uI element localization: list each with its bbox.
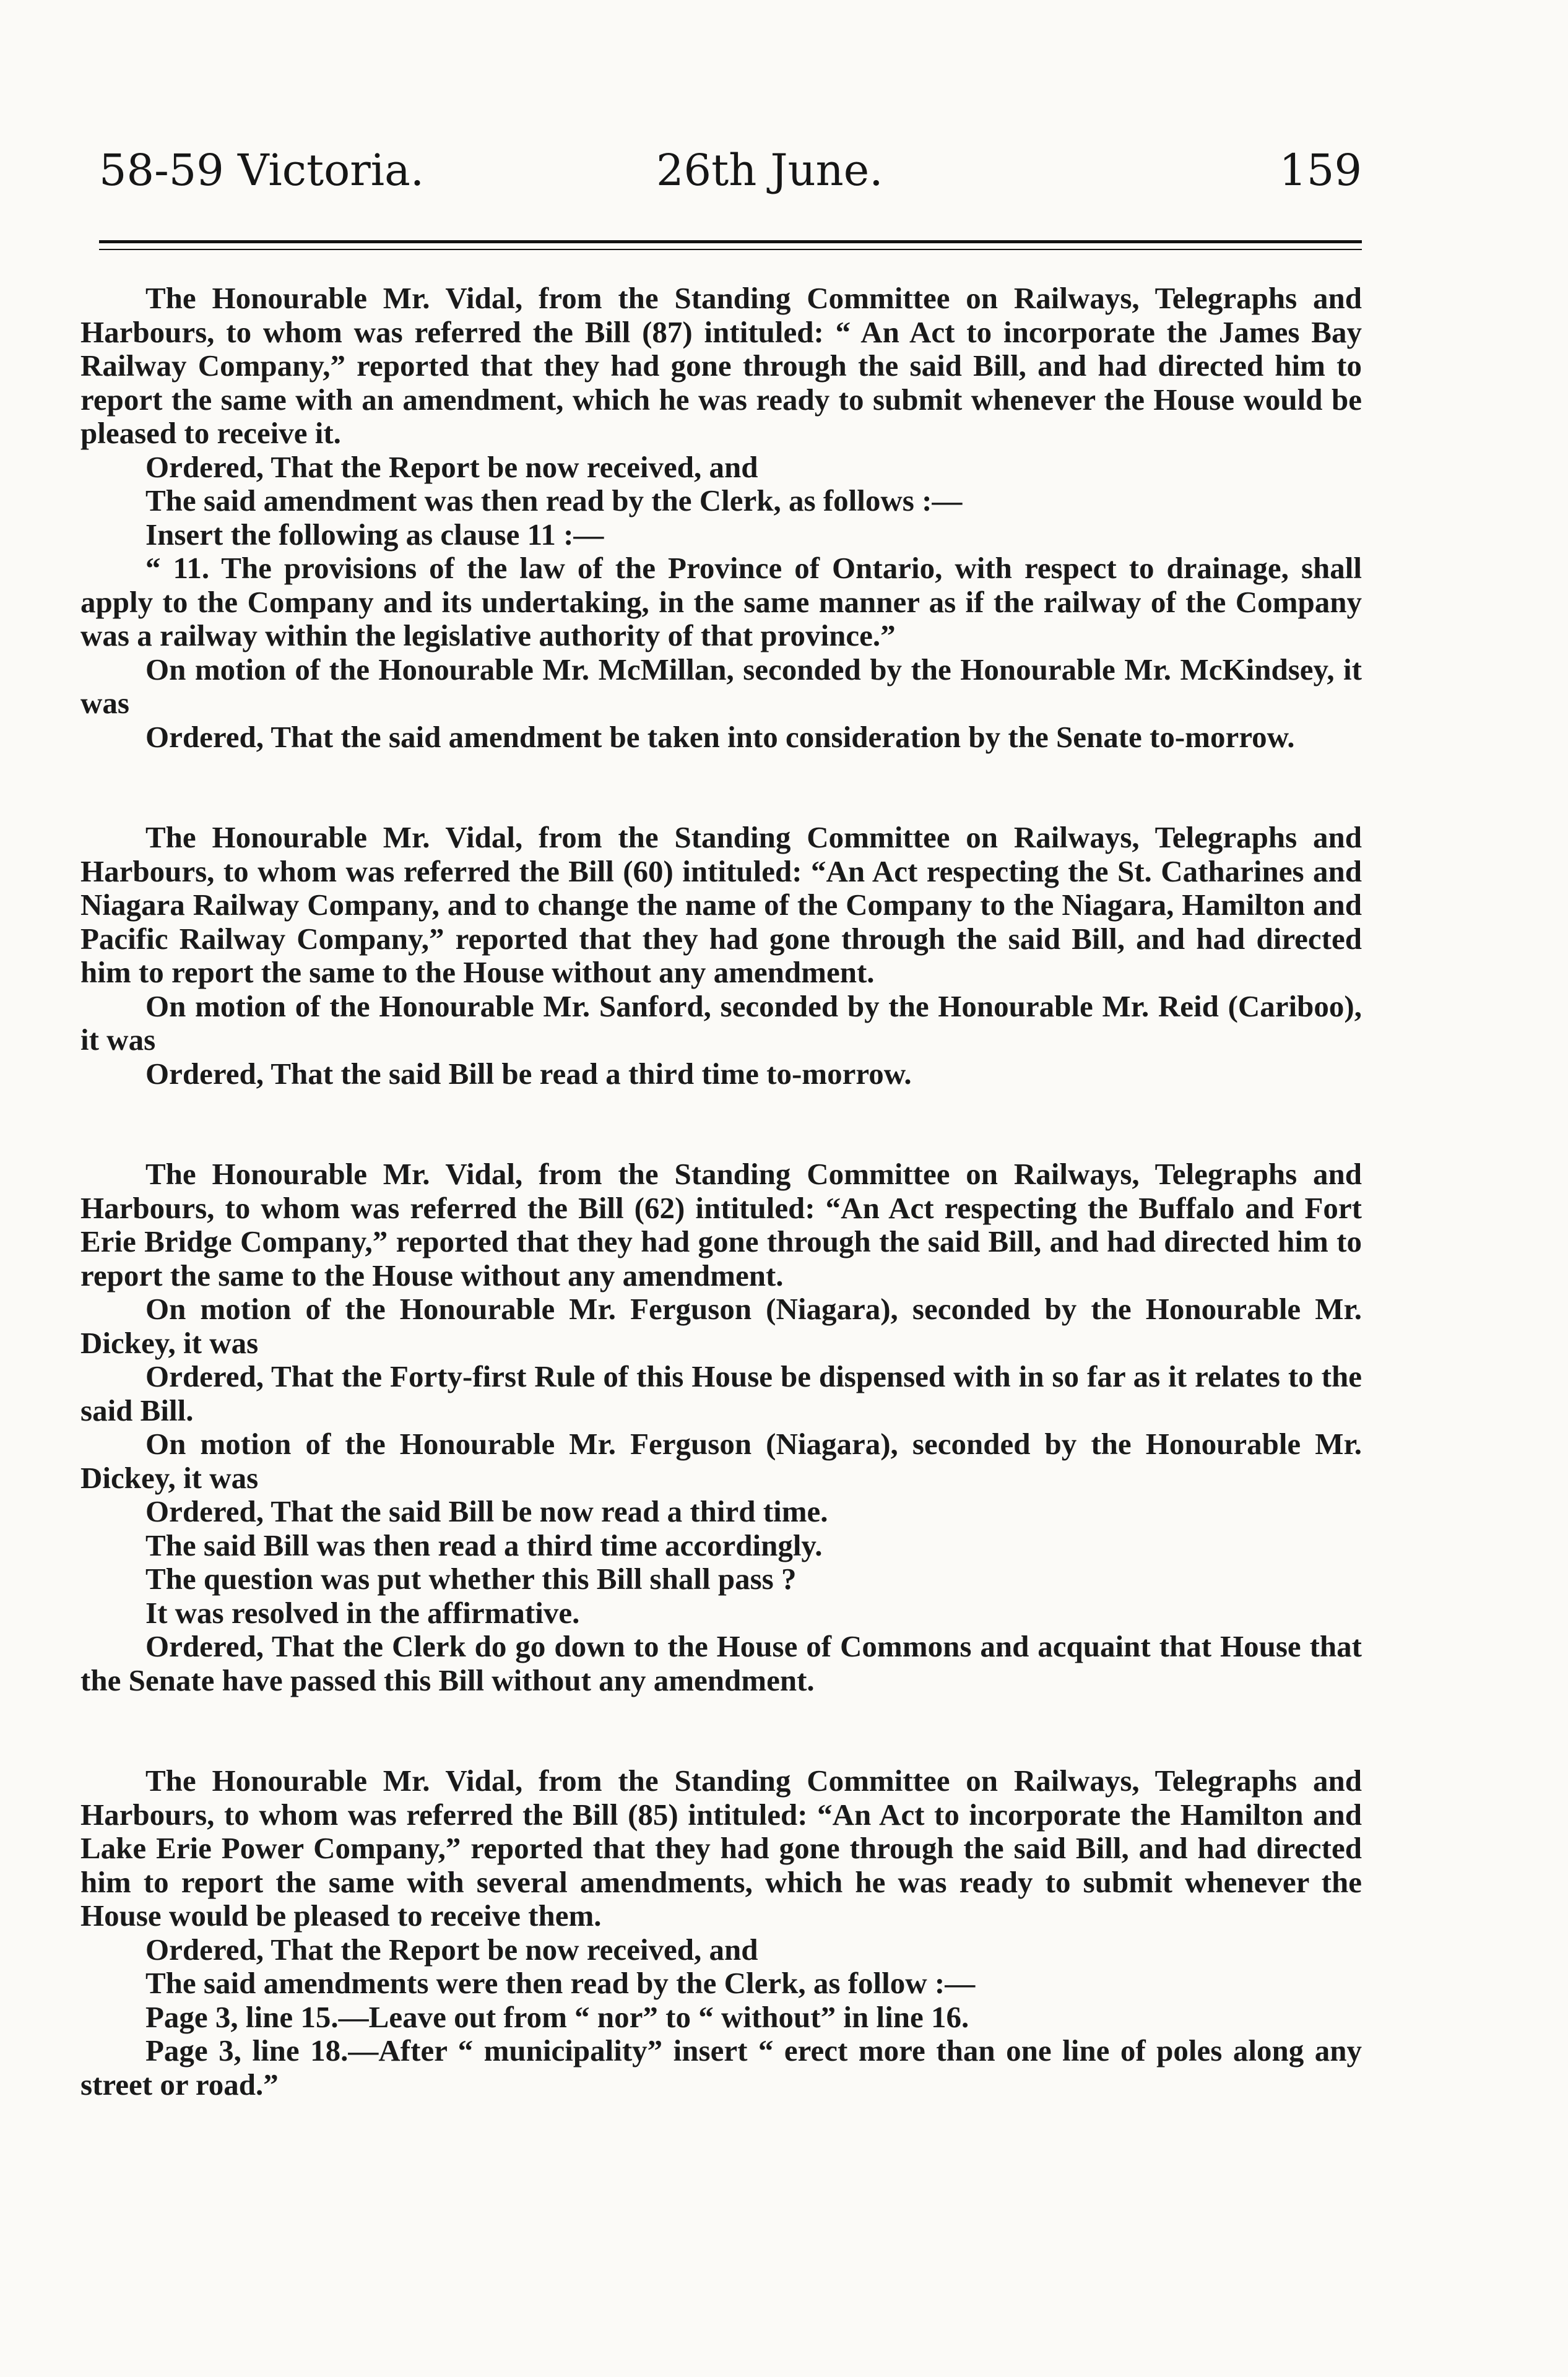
paragraph: It was resolved in the affirmative. <box>145 1595 580 1630</box>
paragraph: Ordered, That the Clerk do go down to the House of Commons and acquaint that House that the Senate have passed this Bill without any amendment. <box>80 1629 1362 1697</box>
header-date: 26th June. <box>656 145 883 196</box>
paragraph: Page 3, line 18.—After “ municipality” insert “ erect more than one line of poles along any street or road.” <box>80 2033 1362 2102</box>
paragraph: Ordered, That the Report be now received, and <box>145 1932 758 1967</box>
paragraph: The Honourable Mr. Vidal, from the Standing Committee on Railways, Telegraphs and Harbours, to whom was referred the Bill (60) intituled: “An Act respecting the St. Catharines and Niagara Railway Company, and to change the name of the Company to the Niagara, Hamilton and Pacific Railway Company,” reported that they had gone through the said Bill, and had directed him to report the same to the House without any amendment. <box>80 820 1362 989</box>
header-rule <box>99 240 1362 243</box>
paragraph: Ordered, That the Report be now received, and <box>145 449 758 484</box>
paragraph: Ordered, That the said Bill be now read a third time. <box>145 1494 828 1528</box>
report-bill-85 <box>80 1764 1362 2102</box>
report-bill-87 <box>80 282 1362 754</box>
paragraph: On motion of the Honourable Mr. McMillan, seconded by the Honourable Mr. McKindsey, it was <box>80 652 1362 720</box>
paragraph: The said Bill was then read a third time accordingly. <box>145 1528 823 1562</box>
page-number: 159 <box>1279 145 1362 196</box>
paragraph: “ 11. The provisions of the law of the Province of Ontario, with respect to drainage, shall apply to the Company and its undertaking, in the same manner as if the railway of the Company was a railway within the legislative authority of that province.” <box>80 551 1362 652</box>
paragraph: On motion of the Honourable Mr. Ferguson (Niagara), seconded by the Honourable Mr. Dickey, it was <box>80 1292 1362 1360</box>
header-rule-thin <box>99 249 1362 250</box>
report-bill-62 <box>80 1158 1362 1697</box>
page-body <box>80 282 1362 2168</box>
paragraph: Insert the following as clause 11 :— <box>145 517 604 552</box>
paragraph: The said amendments were then read by the Clerk, as follow :— <box>145 1966 976 2000</box>
paragraph: The Honourable Mr. Vidal, from the Standing Committee on Railways, Telegraphs and Harbours, to whom was referred the Bill (87) intituled: “ An Act to incorporate the James Bay Railway Company,” reported that they had gone through the said Bill, and had directed him to report the same with an amendment, which he was ready to submit whenever the House would be pleased to receive it. <box>80 281 1362 450</box>
paragraph: On motion of the Honourable Mr. Ferguson (Niagara), seconded by the Honourable Mr. Dickey, it was <box>80 1427 1362 1495</box>
paragraph: The question was put whether this Bill shall pass ? <box>145 1562 797 1596</box>
paragraph: Page 3, line 15.—Leave out from “ nor” to “ without” in line 16. <box>145 1999 969 2034</box>
paragraph: Ordered, That the Forty-first Rule of this House be dispensed with in so far as it relates to the said Bill. <box>80 1359 1362 1427</box>
running-header <box>99 130 1362 210</box>
paragraph: The Honourable Mr. Vidal, from the Standing Committee on Railways, Telegraphs and Harbours, to whom was referred the Bill (85) intituled: “An Act to incorporate the Hamilton and Lake Erie Power Company,” reported that they had gone through the said Bill, and had directed him to report the same with several amendments, which he was ready to submit whenever the House would be pleased to receive them. <box>80 1764 1362 1933</box>
header-session: 58-59 Victoria. <box>99 145 425 196</box>
paragraph: Ordered, That the said amendment be taken into consideration by the Senate to-morrow. <box>145 719 1295 754</box>
report-bill-60 <box>80 821 1362 1091</box>
paragraph: On motion of the Honourable Mr. Sanford, seconded by the Honourable Mr. Reid (Cariboo), it was <box>80 989 1362 1057</box>
paragraph: The said amendment was then read by the Clerk, as follows :— <box>145 483 963 517</box>
paragraph: The Honourable Mr. Vidal, from the Standing Committee on Railways, Telegraphs and Harbours, to whom was referred the Bill (62) intituled: “An Act respecting the Buffalo and Fort Erie Bridge Company,” reported that they had gone through the said Bill, and had directed him to report the same to the House without any amendment. <box>80 1157 1362 1292</box>
paragraph: Ordered, That the said Bill be read a third time to-morrow. <box>145 1056 912 1091</box>
